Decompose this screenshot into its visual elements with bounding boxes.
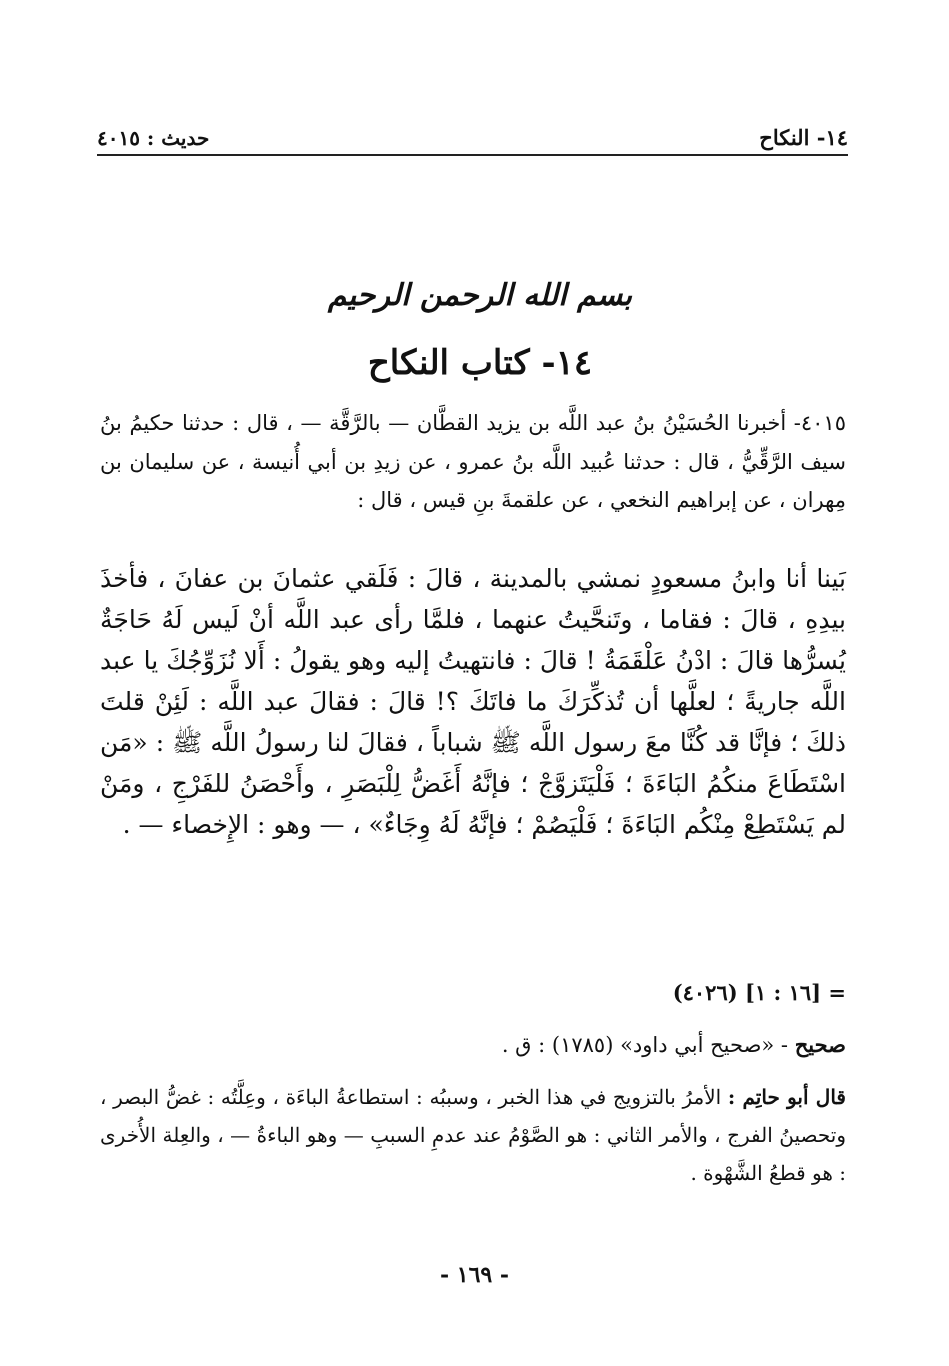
chapter-heading: ١٤- النكاح — [759, 125, 848, 150]
grading-line — [100, 1029, 846, 1061]
hadith-reference: حديث : ٤٠١٥ — [97, 126, 210, 150]
commentary-speaker: قال أبو حاتِم : — [727, 1085, 846, 1109]
commentary-paragraph — [100, 1078, 846, 1192]
grading-label: صحيح — [794, 1032, 846, 1057]
matn-paragraph: بَينا أنا وابنُ مسعودٍ نمشي بالمدينة ، قالَ : فَلَقي عثمانَ بن عفانَ ، فأخذَ بيدِهِ ، قالَ : فقاما ، وتَنحَّيتُ عنهما ، فلمَّا رأى عبد اللَّه أنْ لَيس لَهُ حَاجَةٌ يُسرُّها قالَ : ادْنُ عَلْقَمَةُ ! قالَ : فانتهيتُ إليه وهو يقولُ : أَلا نُزَوِّجُكَ يا عبد اللَّه جاريةً ؛ لعلَّها أن تُذكِّرَكَ ما فاتَكَ ؟! قالَ : فقالَ عبد اللَّه : لَئِنْ قلتَ ذلكَ ؛ فإنَّا قد كُنَّا معَ رسول اللَّه ﷺ شباباً ، فقالَ لنا رسولُ اللَّه ﷺ : «مَن اسْتَطَاعَ منكُمُ البَاءَةَ ؛ فَلْيَتَزوَّجْ ؛ فإنَّهُ أَغَضُّ لِلْبَصَرِ ، وأَحْصَنُ للفَرْجِ ، ومَنْ لم يَسْتَطِعْ مِنْكُم البَاءَةَ ؛ فَلْيَصُمْ ؛ فإنَّهُ لَهُ وِجَاءٌ» ، — وهو : الإِخصاء — . — [100, 564, 846, 839]
book-title: ١٤- كتاب النكاح — [367, 343, 593, 383]
grading-source: - «صحيح أبي داود» (١٧٨٥) : ق . — [501, 1033, 795, 1057]
running-header — [97, 110, 848, 156]
basmala-calligraphy: بسم الله الرحمن الرحيم — [327, 278, 633, 313]
cross-reference: = [١٦ : ١] (٤٠٢٦) — [672, 980, 846, 1005]
commentary-text: الأمرُ بالتزويج في هذا الخبر ، وسببُه : استطاعةُ الباءَة ، وعِلَّتُه : غضُّ البصر ، وتحصينُ الفرج ، والأمر الثاني : هو الصَّوْمُ عند عدمِ السببِ — وهو الباءةُ — ، والعِلة الأُخرى : هو قطعُ الشَّهْوة . — [100, 1085, 846, 1185]
isnad-paragraph: ٤٠١٥- أخبرنا الحُسَيْنُ بنُ عبد اللَّه بن يزيد القطَّان — بالرَّقَّة — ، قال : حدثنا حكيمُ بنُ سيف الرَّقِّيُّ ، قال : حدثنا عُبيد اللَّه بنُ عمرو ، عن زيدِ بن أبي أُنيسة ، عن سليمان بن مِهران ، عن إبراهيم النخعي ، عن علقمةَ بنِ قيس ، قال : — [100, 411, 846, 512]
page-number: - ١٦٩ - — [439, 1262, 510, 1288]
